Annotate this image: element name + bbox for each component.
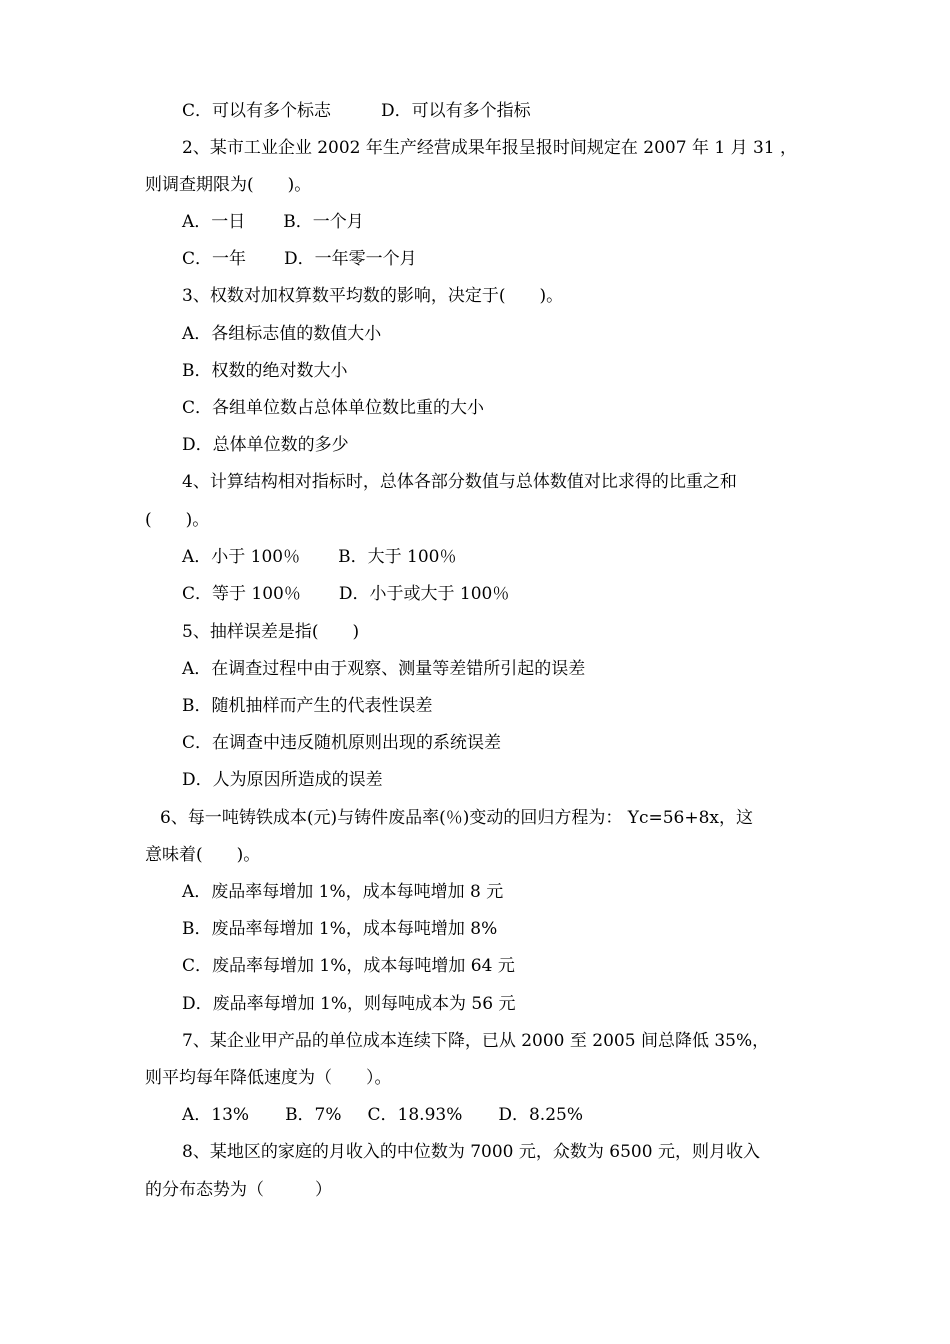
option-b: B．废品率每增加 1%，成本每吨增加 8% bbox=[182, 919, 498, 939]
option-a: A．一日 bbox=[182, 212, 246, 232]
option-a: A．在调查过程中由于观察、测量等差错所引起的误差 bbox=[182, 659, 586, 679]
option-c: C．一年 bbox=[182, 249, 247, 269]
question-7-continuation: 则平均每年降低速度为（ ）。 bbox=[145, 1068, 392, 1088]
option-line bbox=[0, 542, 950, 572]
option-a: A．小于 100％ bbox=[182, 547, 301, 567]
option-a: A．各组标志值的数值大小 bbox=[182, 324, 382, 344]
question-4-continuation: ( )。 bbox=[145, 510, 210, 530]
option-line bbox=[0, 1100, 950, 1130]
option-c: C．18.93% bbox=[367, 1105, 463, 1125]
option-a: A．13% bbox=[182, 1105, 250, 1125]
question-6-stem: 6、每一吨铸铁成本(元)与铸件废品率(％)变动的回归方程为： Yc=56+8x，这 bbox=[160, 808, 754, 828]
option-b: B．随机抽样而产生的代表性误差 bbox=[182, 696, 433, 716]
option-b: B．权数的绝对数大小 bbox=[182, 361, 348, 381]
option-line bbox=[0, 96, 950, 126]
option-b: B．大于 100％ bbox=[338, 547, 457, 567]
option-d: D．总体单位数的多少 bbox=[182, 435, 349, 455]
option-b: B．一个月 bbox=[283, 212, 364, 232]
option-d: D．废品率每增加 1%，则每吨成本为 56 元 bbox=[182, 994, 516, 1014]
option-a: A．废品率每增加 1%，成本每吨增加 8 元 bbox=[182, 882, 504, 902]
option-c: C．等于 100％ bbox=[182, 584, 301, 604]
option-d: D．8.25% bbox=[498, 1105, 583, 1125]
question-2-continuation: 则调查期限为( )。 bbox=[145, 175, 312, 195]
option-c: C．在调查中违反随机原则出现的系统误差 bbox=[182, 733, 502, 753]
question-2-stem: 2、某市工业企业 2002 年生产经营成果年报呈报时间规定在 2007 年 1 月 31 ， bbox=[182, 138, 798, 158]
option-d: D．可以有多个指标 bbox=[381, 101, 531, 121]
option-b: B．7% bbox=[285, 1105, 342, 1125]
option-line bbox=[0, 579, 950, 609]
option-c: C．可以有多个标志 bbox=[182, 101, 332, 121]
option-d: D．人为原因所造成的误差 bbox=[182, 770, 383, 790]
option-c: C．各组单位数占总体单位数比重的大小 bbox=[182, 398, 485, 418]
question-5-stem: 5、抽样误差是指( ) bbox=[182, 622, 360, 642]
question-6-continuation: 意味着( )。 bbox=[145, 845, 261, 865]
option-line bbox=[0, 244, 950, 274]
question-4-stem: 4、计算结构相对指标时，总体各部分数值与总体数值对比求得的比重之和 bbox=[182, 472, 737, 492]
question-8-stem: 8、某地区的家庭的月收入的中位数为 7000 元，众数为 6500 元，则月收入 bbox=[182, 1142, 760, 1162]
question-3-stem: 3、权数对加权算数平均数的影响，决定于( )。 bbox=[182, 286, 564, 306]
option-d: D．小于或大于 100％ bbox=[338, 584, 510, 604]
question-7-stem: 7、某企业甲产品的单位成本连续下降，已从 2000 至 2005 间总降低 35%， bbox=[182, 1031, 770, 1051]
option-c: C．废品率每增加 1%，成本每吨增加 64 元 bbox=[182, 956, 515, 976]
option-line bbox=[0, 207, 950, 237]
option-d: D．一年零一个月 bbox=[284, 249, 417, 269]
question-8-continuation: 的分布态势为（ ） bbox=[145, 1180, 332, 1200]
